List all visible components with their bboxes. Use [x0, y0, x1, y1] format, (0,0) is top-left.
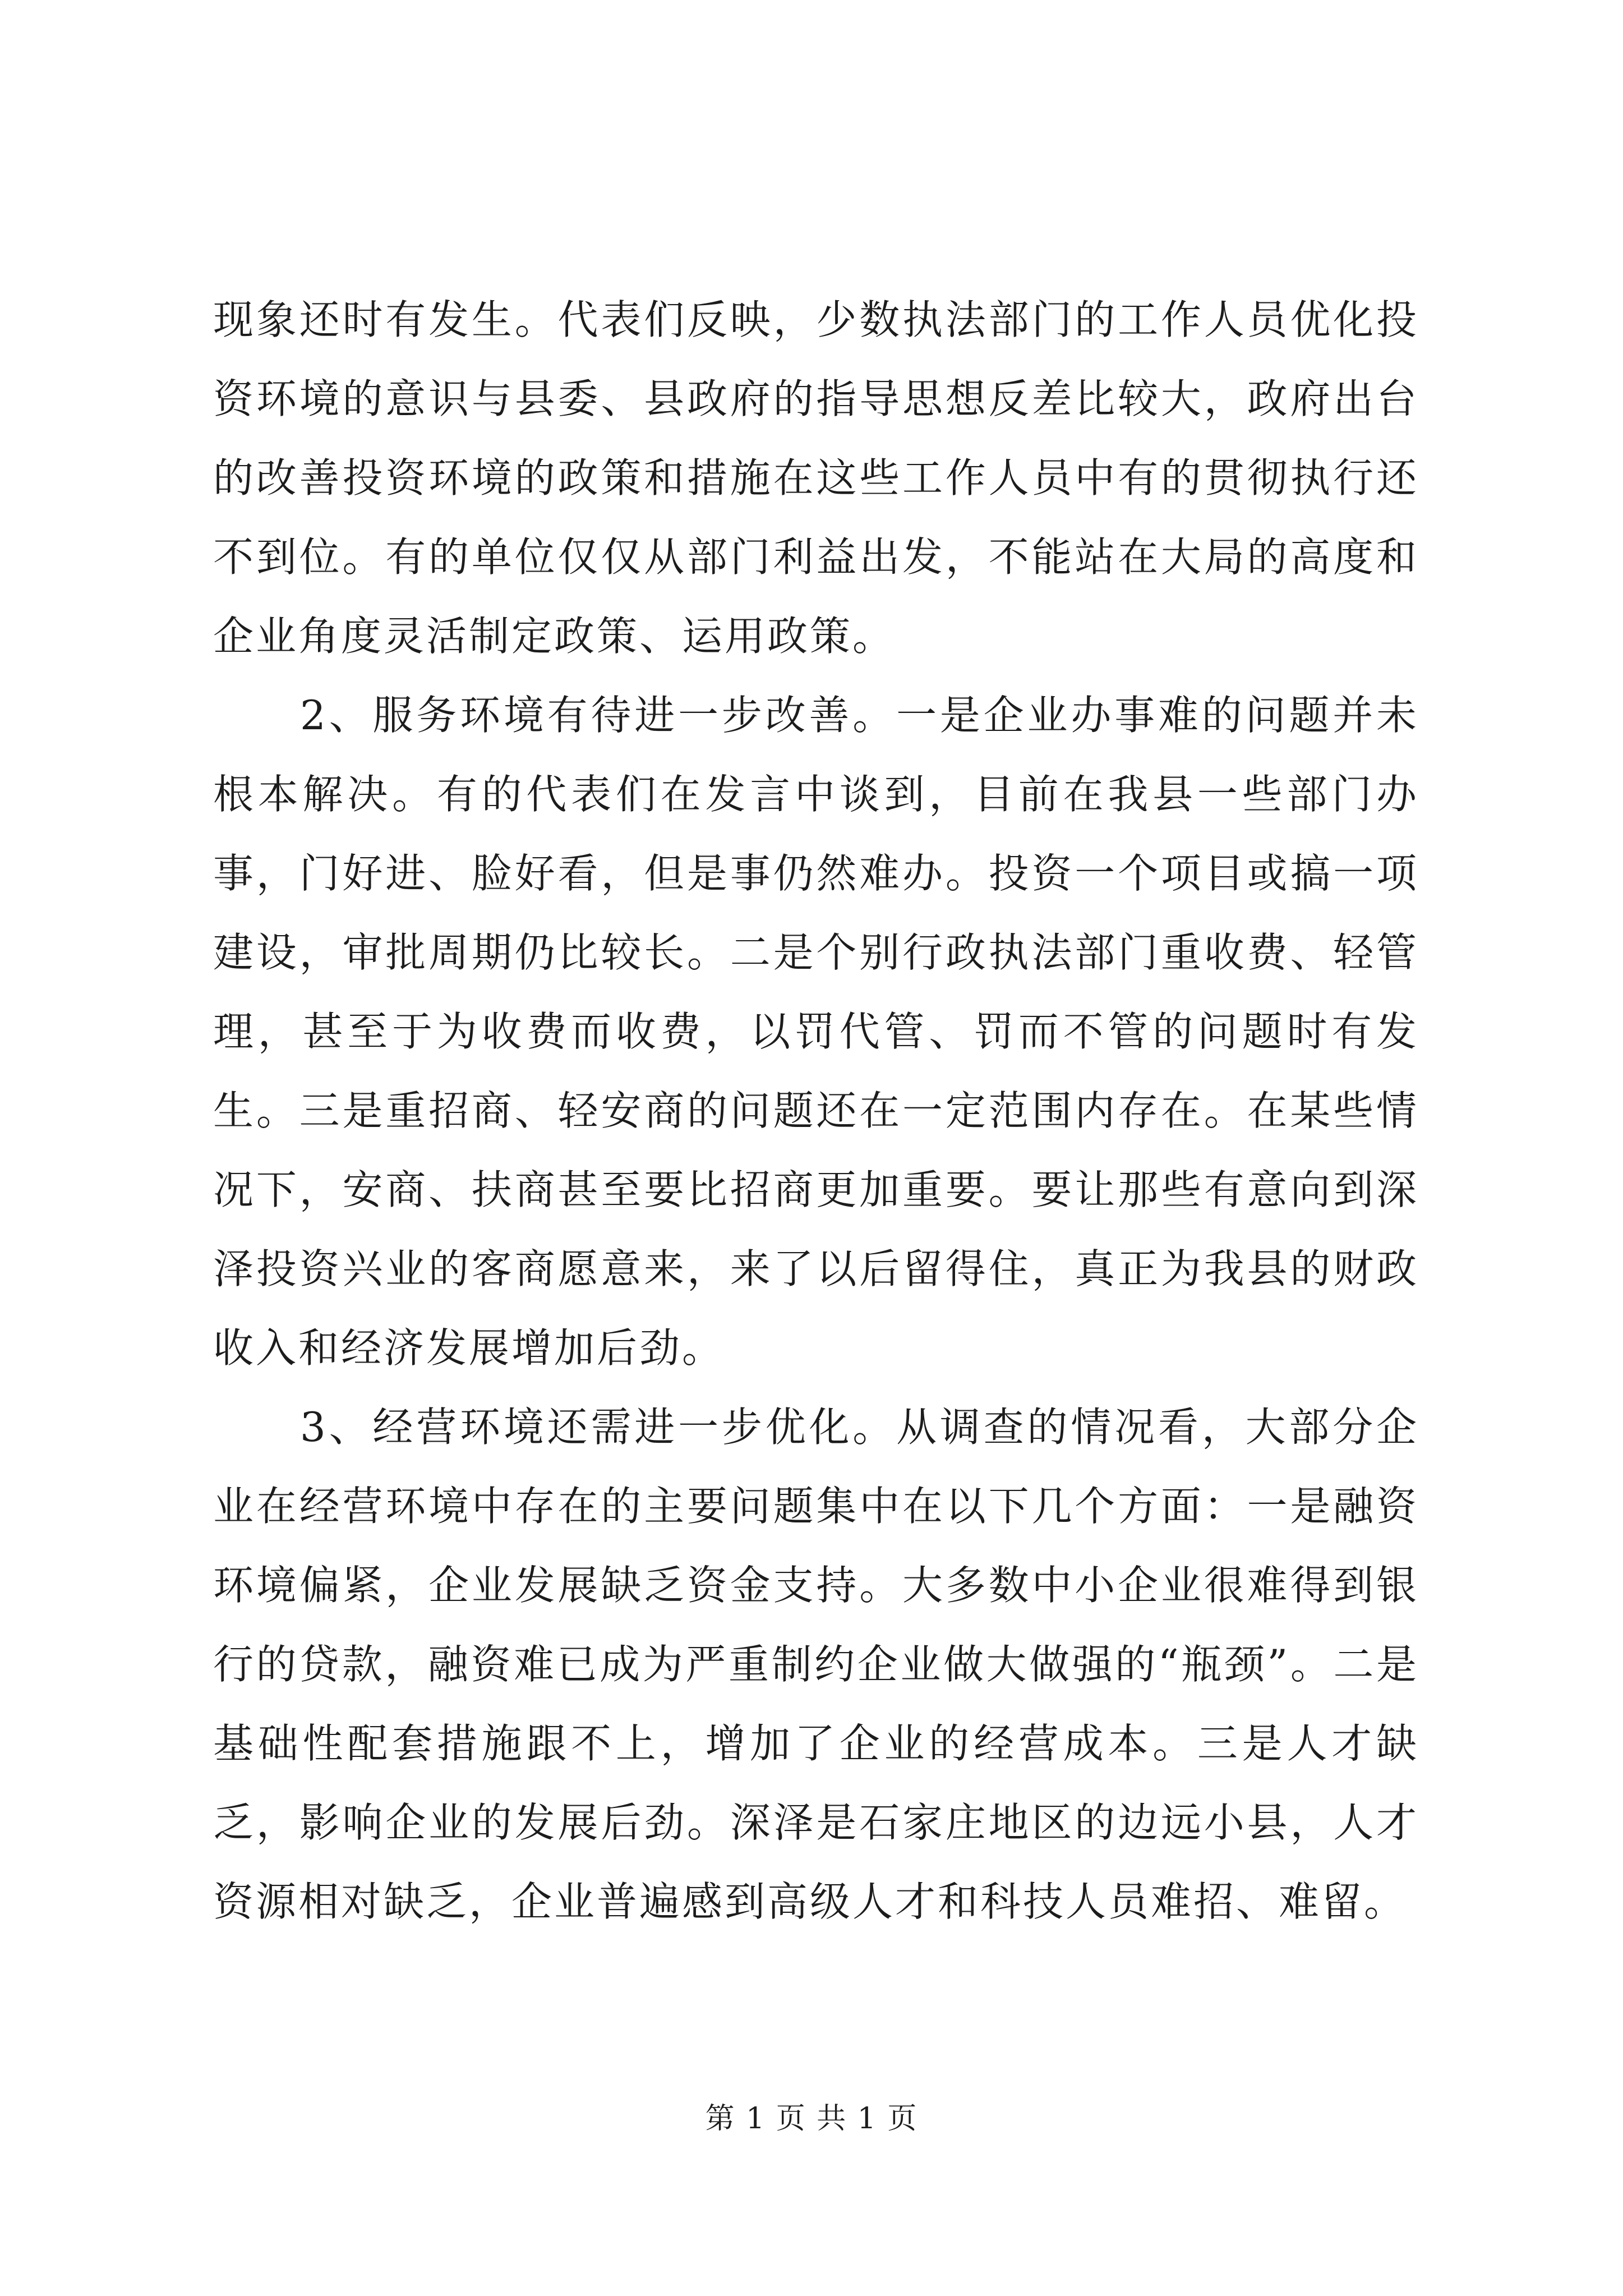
page-number-footer: 第 1 页 共 1 页 — [705, 2102, 918, 2136]
paragraph-2: 2、服务环境有待进一步改善。一是企业办事难的问题并未根本解决。有的代表们在发言中谈到，目前在我县一些部门办事，门好进、脸好看，但是事仍然难办。投资一个项目或搞一项建设，审批周期仍比较长。二是个别行政执法部门重收费、轻管理，甚至于为收费而收费，以罚代管、罚而不管的问题时有发生。三是重招商、轻安商的问题还在一定范围内存在。在某些情况下，安商、扶商甚至要比招商更加重要。要让那些有意向到深泽投资兴业的客商愿意来，来了以后留得住，真正为我县的财政收入和经济发展增加后劲。 — [213, 692, 1419, 1372]
document-body — [213, 280, 1419, 1941]
paragraph-1: 现象还时有发生。代表们反映，少数执法部门的工作人员优化投资环境的意识与县委、县政府的指导思想反差比较大，政府出台的改善投资环境的政策和措施在这些工作人员中有的贯彻执行还不到位。有的单位仅仅从部门利益出发，不能站在大局的高度和企业角度灵活制定政策、运用政策。 — [213, 296, 1419, 660]
paragraph-3: 3、经营环境还需进一步优化。从调查的情况看，大部分企业在经营环境中存在的主要问题集中在以下几个方面：一是融资环境偏紧，企业发展缺乏资金支持。大多数中小企业很难得到银行的贷款，融资难已成为严重制约企业做大做强的“瓶颈”。二是基础性配套措施跟不上，增加了企业的经营成本。三是人才缺乏，影响企业的发展后劲。深泽是石家庄地区的边远小县，人才资源相对缺乏，企业普遍感到高级人才和科技人员难招、难留。 — [213, 1404, 1419, 1925]
